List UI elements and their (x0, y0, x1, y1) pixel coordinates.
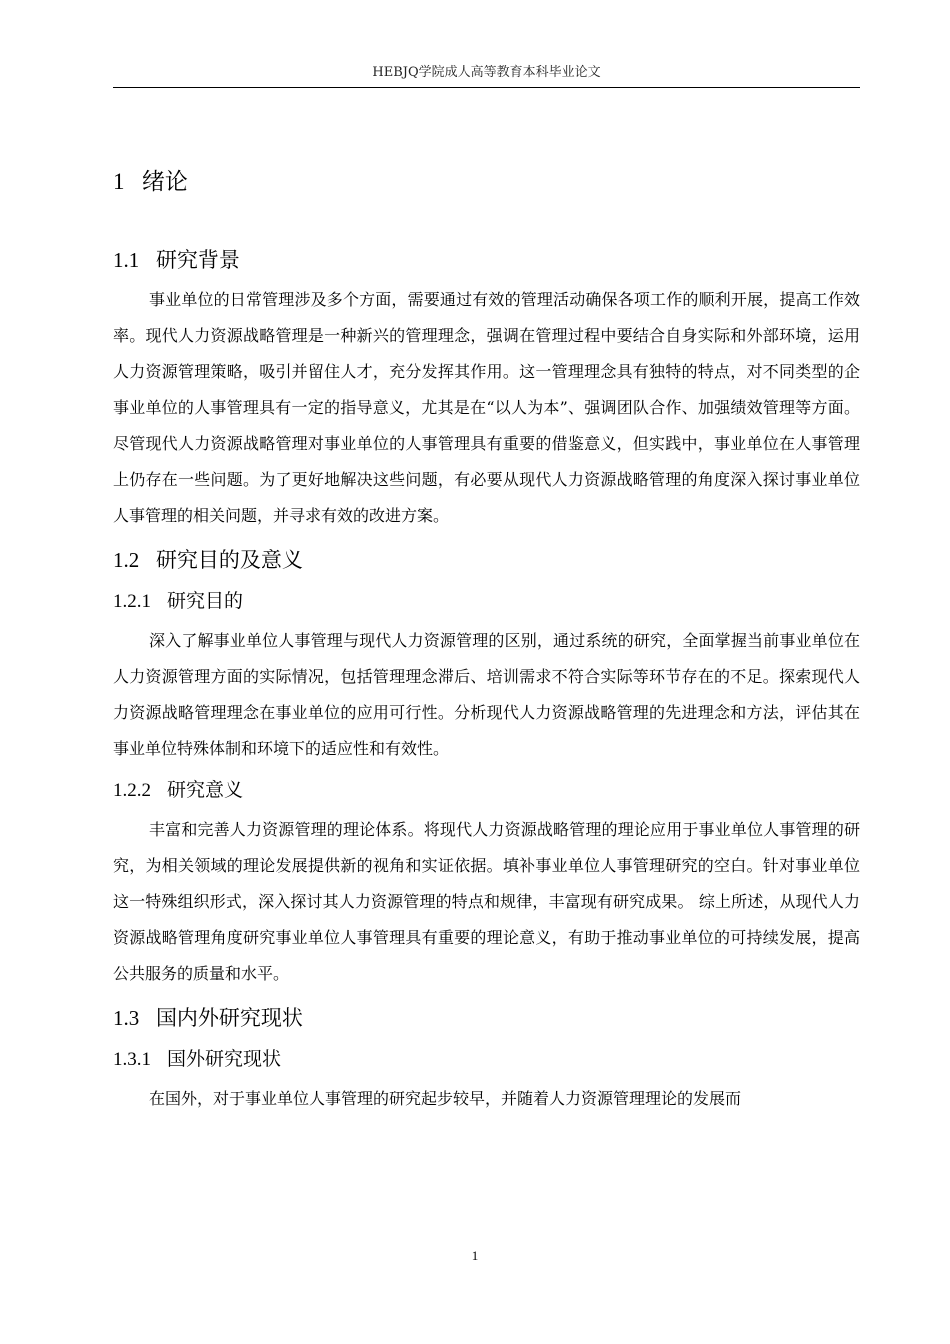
subsection-title: 国外研究现状 (167, 1048, 282, 1070)
section-number: 1.1 (113, 248, 140, 272)
section-title: 国内外研究现状 (155, 1006, 303, 1030)
paragraph-research-purpose: 深入了解事业单位人事管理与现代人力资源管理的区别，通过系统的研究，全面掌握当前事业单位在人力资源管理方面的实际情况，包括管理理念滞后、培训需求不符合实际等环节存在的不足。探索现代人力资源战略管理理念在事业单位的应用可行性。分析现代人力资源战略管理的先进理念和方法，评估其在事业单位特殊体制和环境下的适应性和有效性。 (113, 631, 860, 758)
page-body (113, 150, 860, 1117)
section-title: 研究目的及意义 (155, 548, 303, 572)
subsection-number: 1.3.1 (113, 1049, 151, 1070)
subsection-heading-1-2-1 (113, 584, 860, 619)
subsection-number: 1.2.2 (113, 780, 151, 801)
section-number: 1.2 (113, 548, 140, 572)
chapter-title: 绪论 (141, 169, 188, 195)
subsection-number: 1.2.1 (113, 591, 151, 612)
subsection-title: 研究意义 (167, 779, 244, 801)
page-number: 1 (471, 1248, 479, 1263)
section-heading-1-1 (113, 242, 860, 278)
running-header: HEBJQ学院成人高等教育本科毕业论文 (372, 65, 601, 80)
chapter-number: 1 (113, 169, 125, 194)
section-number: 1.3 (113, 1006, 140, 1030)
subsection-heading-1-2-2 (113, 773, 860, 808)
section-title: 研究背景 (155, 248, 240, 272)
paragraph-research-background: 事业单位的日常管理涉及多个方面，需要通过有效的管理活动确保各项工作的顺利开展，提高工作效率。现代人力资源战略管理是一种新兴的管理理念，强调在管理过程中要结合自身实际和外部环境，运用人力资源管理策略，吸引并留住人才，充分发挥其作用。这一管理理念具有独特的特点，对不同类型的企事业单位的人事管理具有一定的指导意义，尤其是在“以人为本”、强调团队合作、加强绩效管理等方面。尽管现代人力资源战略管理对事业单位的人事管理具有重要的借鉴意义，但实践中，事业单位在人事管理上仍存在一些问题。为了更好地解决这些问题，有必要从现代人力资源战略管理的角度深入探讨事业单位人事管理的相关问题，并寻求有效的改进方案。 (113, 290, 860, 525)
subsection-heading-1-3-1 (113, 1042, 860, 1077)
paragraph-research-significance: 丰富和完善人力资源管理的理论体系。将现代人力资源战略管理的理论应用于事业单位人事管理的研究，为相关领域的理论发展提供新的视角和实证依据。填补事业单位人事管理研究的空白。针对事业单位这一特殊组织形式，深入探讨其人力资源管理的特点和规律，丰富现有研究成果。 综上所述，从现代人力资源战略管理角度研究事业单位人事管理具有重要的理论意义，有助于推动事业单位的可持续发展，提高公共服务的质量和水平。 (113, 820, 860, 983)
section-heading-1-3 (113, 1000, 860, 1036)
subsection-title: 研究目的 (167, 590, 244, 612)
chapter-heading (113, 162, 860, 202)
header-divider (113, 87, 860, 88)
section-heading-1-2 (113, 542, 860, 578)
paragraph-foreign-research-status: 在国外，对于事业单位人事管理的研究起步较早，并随着人力资源管理理论的发展而 (149, 1089, 742, 1108)
